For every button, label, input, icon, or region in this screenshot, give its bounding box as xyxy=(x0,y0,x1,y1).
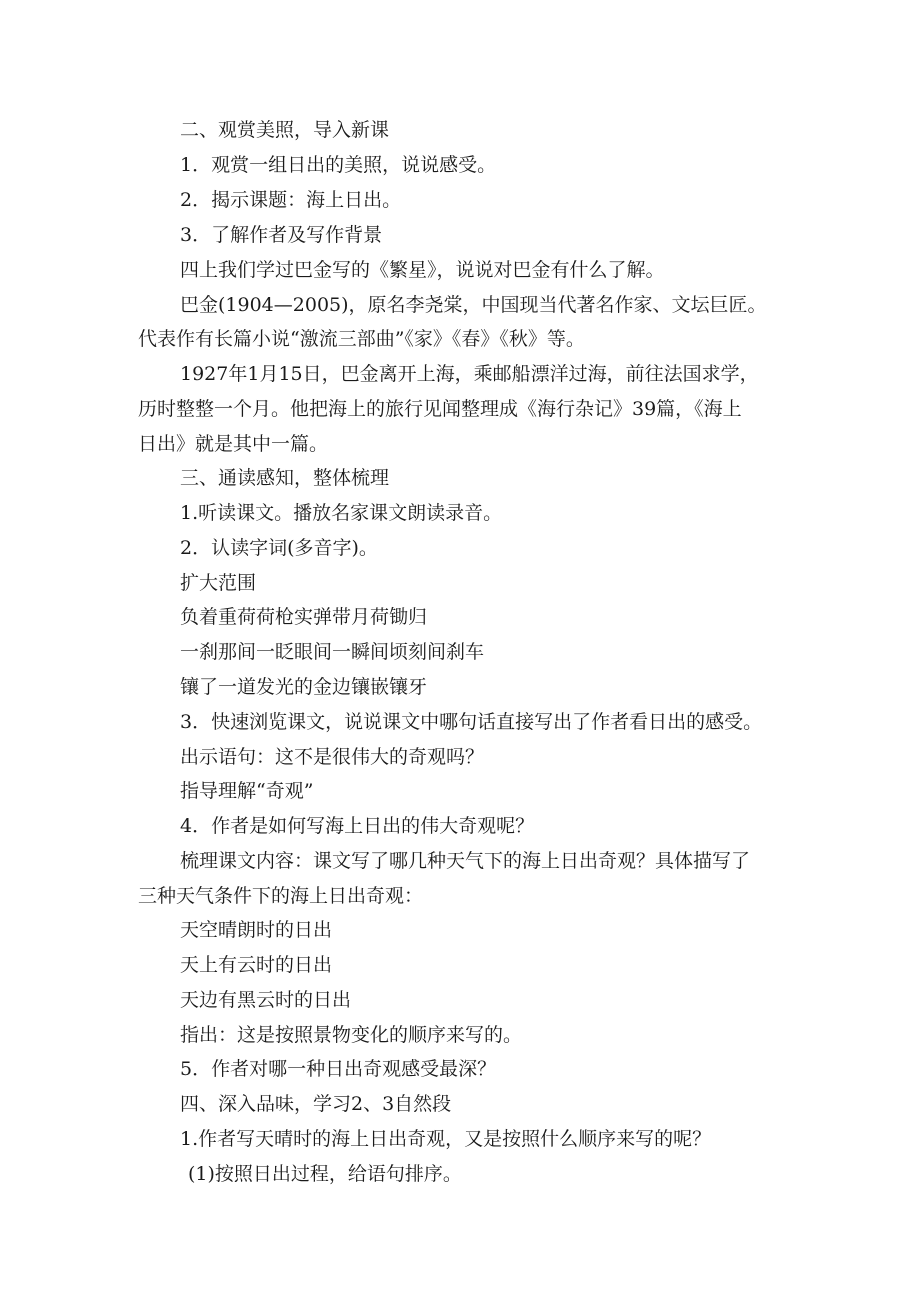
paragraph-line: 三种天气条件下的海上日出奇观： xyxy=(138,885,424,907)
paragraph-line: 历时整整一个月。他把海上的旅行见闻整理成《海行杂记》39篇，《海上 xyxy=(138,398,742,420)
word-list-line: 镶了一道发光的金边镶嵌镶牙 xyxy=(180,676,428,698)
paragraph-line: 巴金(1904—2005)，原名李尧棠，中国现当代著名作家、文坛巨匠。 xyxy=(180,294,767,316)
paragraph-line: 出示语句：这不是很伟大的奇观吗？ xyxy=(180,746,485,768)
paragraph-line: 1927年1月15日，巴金离开上海，乘邮船漂洋过海，前往法国求学， xyxy=(180,363,759,385)
paragraph-line: 指出：这是按照景物变化的顺序来写的。 xyxy=(180,1024,523,1046)
section-heading-2: 二、观赏美照，导入新课 xyxy=(180,119,390,141)
section-heading-3: 三、通读感知，整体梳理 xyxy=(180,467,390,489)
paragraph-line: 指导理解“奇观” xyxy=(180,780,314,802)
step-item-2: 2．揭示课题：海上日出。 xyxy=(180,189,402,211)
sub-step-item-1: (1)按照日出过程，给语句排序。 xyxy=(188,1163,462,1185)
word-list-line: 一刹那间一眨眼间一瞬间顷刻间刹车 xyxy=(180,641,485,663)
list-item: 天空晴朗时的日出 xyxy=(180,919,333,941)
step-item-2: 2．认读字词(多音字)。 xyxy=(180,537,378,559)
step-item-5: 5．作者对哪一种日出奇观感受最深？ xyxy=(180,1058,497,1080)
step-item-1: 1.听读课文。播放名家课文朗读录音。 xyxy=(180,502,503,524)
word-list-line: 负着重荷荷枪实弹带月荷锄归 xyxy=(180,606,428,628)
step-item-3: 3．快速浏览课文，说说课文中哪句话直接写出了作者看日出的感受。 xyxy=(180,711,763,733)
list-item: 天上有云时的日出 xyxy=(180,954,333,976)
step-item-1: 1.作者写天晴时的海上日出奇观，又是按照什么顺序来写的呢？ xyxy=(180,1128,712,1150)
paragraph-line: 梳理课文内容：课文写了哪几种天气下的海上日出奇观？具体描写了 xyxy=(180,850,751,872)
list-item: 天边有黑云时的日出 xyxy=(180,989,352,1011)
section-heading-4: 四、深入品味，学习2、3自然段 xyxy=(180,1093,452,1115)
paragraph-line: 四上我们学过巴金写的《繁星》，说说对巴金有什么了解。 xyxy=(180,259,665,281)
paragraph-line: 日出》就是其中一篇。 xyxy=(138,433,329,455)
step-item-3: 3．了解作者及写作背景 xyxy=(180,224,383,246)
paragraph-line: 代表作有长篇小说“激流三部曲”《家》《春》《秋》等。 xyxy=(138,328,585,350)
paragraph-line: 扩大范围 xyxy=(180,572,257,594)
step-item-1: 1．观赏一组日出的美照，说说感受。 xyxy=(180,154,497,176)
step-item-4: 4．作者是如何写海上日出的伟大奇观呢？ xyxy=(180,815,535,837)
